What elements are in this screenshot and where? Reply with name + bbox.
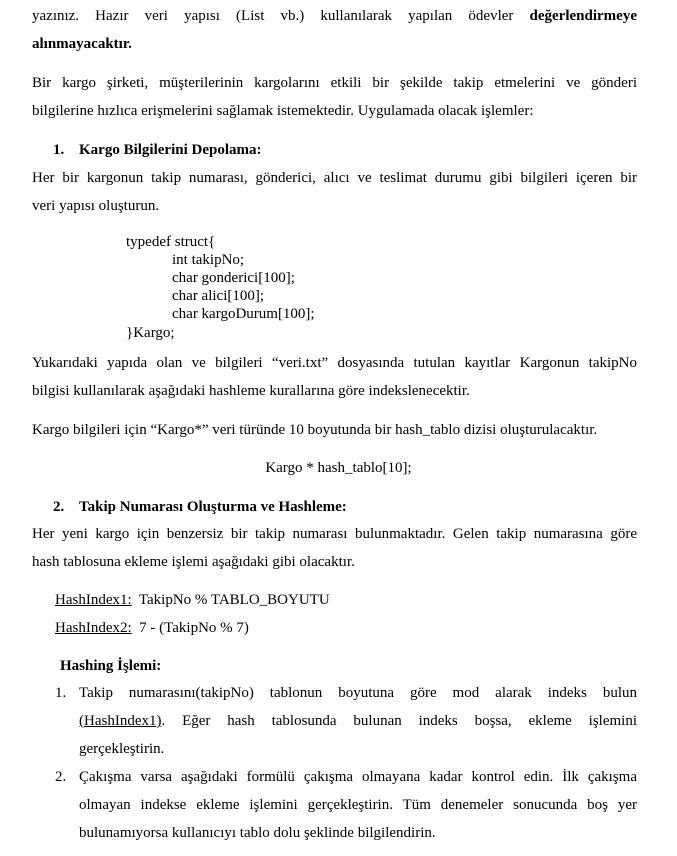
description-line-1: Bir kargo şirketi, müşterilerinin kargolarını etkili bir şekilde takip etmelerini ve gönderi — [32, 75, 637, 91]
step-1-line-1: Takip numarasını(takipNo) tablonun boyutuna göre mod alarak indeks bulun — [79, 685, 637, 701]
code-line-5: char kargoDurum[100]; — [172, 306, 315, 322]
hash-table-text: Kargo bilgileri için “Kargo*” veri türünde 10 boyutunda bir hash_tablo dizisi oluşturulacaktır. — [32, 422, 598, 438]
code-line-1: typedef struct{ — [126, 234, 216, 250]
section2-text-line-1: Her yeni kargo için benzersiz bir takip numarası bulunmaktadır. Gelen takip numarasına göre — [32, 526, 637, 542]
step-2-line-3: bulunamıyorsa kullanıcıyı tablo dolu şeklinde bilgilendirin. — [79, 825, 436, 841]
intro-line-2: alınmayacaktır. — [32, 36, 132, 52]
hash-index-2-formula: 7 - (TakipNo % 7) — [139, 620, 249, 636]
hash-table-declaration: Kargo * hash_tablo[10]; — [265, 460, 412, 476]
section1-number: 1. — [53, 142, 65, 158]
section2-text-line-2: hash tablosuna ekleme işlemi aşağıdaki gibi olacaktır. — [32, 554, 355, 570]
section1-after-line-2: bilgisi kullanılarak aşağıdaki hashleme kurallarına göre indekslenecektir. — [32, 383, 470, 399]
code-line-2: int takipNo; — [172, 252, 245, 268]
section1-text-line-2: veri yapısı oluşturun. — [32, 198, 160, 214]
intro-line-1 — [32, 6, 637, 26]
step-2-line-1: Çakışma varsa aşağıdaki formülü çakışma olmayana kadar kontrol edin. İlk çakışma — [79, 769, 637, 785]
step-2-line-2: olmayan indekse ekleme işlemini gerçekleştirin. Tüm denemeler sonucunda boş yer — [79, 797, 637, 813]
section1-text-line-1: Her bir kargonun takip numarası, gönderici, alıcı ve teslimat durumu gibi bilgileri içeren bir — [32, 170, 637, 186]
hash-index-1-formula: TakipNo % TABLO_BOYUTU — [138, 592, 330, 608]
hash-index-1 — [55, 590, 330, 610]
step-1-hashindex-ref: (HashIndex1) — [79, 713, 162, 729]
section2-number: 2. — [53, 499, 65, 515]
hash-index-2 — [55, 618, 249, 638]
intro-text: yazınız. Hazır veri yapısı (List vb.) kullanılarak yapılan ödevler — [32, 8, 514, 24]
hash-index-1-label: HashIndex1: — [55, 592, 132, 608]
step-1-line-2-rest: . Eğer hash tablosunda bulunan indeks boşsa, ekleme işlemini — [161, 713, 637, 729]
section2-title: Takip Numarası Oluşturma ve Hashleme: — [79, 499, 347, 515]
step-1-line-2 — [79, 711, 637, 731]
step-2-number: 2. — [55, 769, 67, 785]
code-line-6: }Kargo; — [126, 325, 175, 341]
intro-bold-1: değerlendirmeye — [529, 8, 637, 24]
code-line-3: char gonderici[100]; — [172, 270, 295, 286]
step-1-line-3: gerçekleştirin. — [79, 741, 165, 757]
description-line-2: bilgilerine hızlıca erişmelerini sağlamak istemektedir. Uygulamada olacak işlemler: — [32, 103, 534, 119]
step-1-number: 1. — [55, 685, 67, 701]
section1-title: Kargo Bilgilerini Depolama: — [79, 142, 262, 158]
section1-after-line-1: Yukarıdaki yapıda olan ve bilgileri “veri.txt” dosyasında tutulan kayıtlar Kargonun takipNo — [32, 355, 637, 371]
hash-index-2-label: HashIndex2: — [55, 620, 132, 636]
hashing-title: Hashing İşlemi: — [60, 658, 162, 674]
code-line-4: char alici[100]; — [172, 288, 265, 304]
